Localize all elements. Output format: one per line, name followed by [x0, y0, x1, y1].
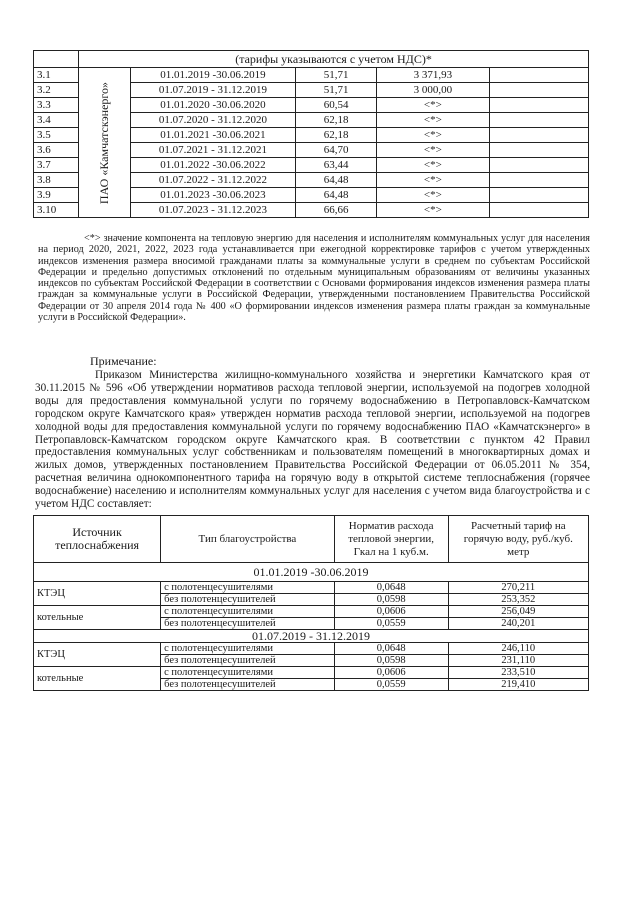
value-2: <*> [377, 203, 490, 218]
tariff-value: 256,049 [448, 606, 588, 618]
period-label: 01.01.2019 -30.06.2019 [34, 563, 589, 582]
period: 01.01.2021 -30.06.2021 [130, 128, 296, 143]
value-1: 62,18 [296, 113, 377, 128]
cell-empty [489, 173, 588, 188]
value-1: 51,71 [296, 83, 377, 98]
norm-value: 0,0648 [334, 643, 448, 655]
period: 01.07.2022 - 31.12.2022 [130, 173, 296, 188]
norm-value: 0,0648 [334, 582, 448, 594]
period: 01.01.2023 -30.06.2023 [130, 188, 296, 203]
footnote [38, 233, 590, 323]
period: 01.01.2020 -30.06.2020 [130, 98, 296, 113]
cell-empty [489, 203, 588, 218]
source-label: КТЭЦ [34, 643, 161, 667]
hot-water-tariff-table [33, 515, 589, 691]
value-1: 64,48 [296, 188, 377, 203]
row-number: 3.7 [34, 158, 79, 173]
tariff-value: 233,510 [448, 667, 588, 679]
header-norm: Норматив расхода тепловой энергии, Гкал на 1 куб.м. [334, 516, 448, 563]
tariff-value: 246,110 [448, 643, 588, 655]
type-label: с полотенцесушителями [161, 606, 335, 618]
header-type: Тип благоустройства [161, 516, 335, 563]
period-row [34, 563, 589, 582]
value-2: <*> [377, 98, 490, 113]
value-2: <*> [377, 113, 490, 128]
cell-empty [489, 128, 588, 143]
period: 01.01.2022 -30.06.2022 [130, 158, 296, 173]
type-label: без полотенцесушителей [161, 655, 335, 667]
source-label: КТЭЦ [34, 582, 161, 606]
type-label: с полотенцесушителями [161, 667, 335, 679]
value-2: <*> [377, 158, 490, 173]
row-number: 3.4 [34, 113, 79, 128]
tariff-value: 231,110 [448, 655, 588, 667]
row-number: 3.8 [34, 173, 79, 188]
row-number: 3.3 [34, 98, 79, 113]
norm-value: 0,0606 [334, 606, 448, 618]
value-1: 64,48 [296, 173, 377, 188]
cell-empty [489, 188, 588, 203]
norm-value: 0,0598 [334, 594, 448, 606]
cell-empty [489, 113, 588, 128]
value-1: 62,18 [296, 128, 377, 143]
table-header-note: (тарифы указываются с учетом НДС)* [79, 51, 589, 68]
row-number: 3.10 [34, 203, 79, 218]
table-row [34, 582, 589, 594]
tariff-value: 270,211 [448, 582, 588, 594]
norm-value: 0,0606 [334, 667, 448, 679]
organization-name: ПАО «Камчатскэнерго» [97, 81, 112, 204]
value-2: <*> [377, 188, 490, 203]
cell-empty [489, 158, 588, 173]
value-1: 60,54 [296, 98, 377, 113]
period: 01.01.2019 -30.06.2019 [130, 68, 296, 83]
norm-value: 0,0598 [334, 655, 448, 667]
cell-empty [489, 98, 588, 113]
row-number: 3.5 [34, 128, 79, 143]
table-row [34, 68, 589, 83]
tariff-value: 253,352 [448, 594, 588, 606]
organization-cell [79, 68, 131, 218]
cell-empty [34, 51, 79, 68]
header-source: Источник теплоснабжения [34, 516, 161, 563]
norm-value: 0,0559 [334, 679, 448, 691]
header-tariff: Расчетный тариф на горячую воду, руб./куб. метр [448, 516, 588, 563]
value-2: <*> [377, 143, 490, 158]
period: 01.07.2023 - 31.12.2023 [130, 203, 296, 218]
value-2: 3 000,00 [377, 83, 490, 98]
value-1: 63,44 [296, 158, 377, 173]
cell-empty [489, 68, 588, 83]
type-label: без полотенцесушителей [161, 594, 335, 606]
type-label: с полотенцесушителями [161, 643, 335, 655]
value-1: 51,71 [296, 68, 377, 83]
period: 01.07.2019 - 31.12.2019 [130, 83, 296, 98]
table-row [34, 643, 589, 655]
norm-value: 0,0559 [334, 618, 448, 630]
row-number: 3.6 [34, 143, 79, 158]
period-row [34, 630, 589, 643]
tariff-value: 219,410 [448, 679, 588, 691]
value-2: <*> [377, 128, 490, 143]
type-label: без полотенцесушителей [161, 679, 335, 691]
row-number: 3.9 [34, 188, 79, 203]
row-number: 3.1 [34, 68, 79, 83]
note-paragraph: Приказом Министерства жилищно-коммунального хозяйства и энергетики Камчатского края от 30.11.2015 № 596 «Об утверждении нормативов расхода тепловой энергии, используемой на подогрев холодной воды для предоставления коммунальной услуги по горячему водоснабжению в Петропавловск-Камчатском городском округе Камчатского края» утвержден норматив расхода тепловой энергии, используемой на подогрев холодной воды для предоставления коммунальной услуги по горячему водоснабжению ПАО «Камчатскэнерго» в Петропавловск-Камчатском городском округе Камчатского края. В соответствии с пунктом 42 Правил предоставления коммунальных услуг собственникам и пользователям помещений в многоквартирных домах и жилых домов, утвержденных постановлением Правительства Российской Федерации от 06.05.2011 № 354, расчетная величина однокомпонентного тарифа на горячую воду в открытой системе теплоснабжения (горячее водоснабжение) населению и исполнителям коммунальных услуг для населения с учетом вида благоустройства и с учетом НДС составляет: [35, 369, 590, 511]
source-label: котельные [34, 606, 161, 630]
period: 01.07.2020 - 31.12.2020 [130, 113, 296, 128]
type-label: без полотенцесушителей [161, 618, 335, 630]
period-label: 01.07.2019 - 31.12.2019 [34, 630, 589, 643]
table-row [34, 667, 589, 679]
table-row [34, 606, 589, 618]
tariff-value: 240,201 [448, 618, 588, 630]
cell-empty [489, 143, 588, 158]
value-2: 3 371,93 [377, 68, 490, 83]
value-2: <*> [377, 173, 490, 188]
period: 01.07.2021 - 31.12.2021 [130, 143, 296, 158]
footnote-text: <*> значение компонента на тепловую энергию для населения и исполнителям коммунальных услуг для населения на период 2020, 2021, 2022, 2023 года устанавливается при ежегодной корректировке тарифов с учетом утвержденных индексов изменения размера вносимой гражданами платы за коммунальные услуги в среднем по субъектам Российской Федерации и предельно допустимых отклонений по отдельным муниципальным образованиям от величины указанных индексов по субъектам Российской Федерации в соответствии с Основами формирования индексов изменения размера платы граждан за коммунальные услуги в Российской Федерации, утвержденными постановлением Правительства Российской Федерации от 30 апреля 2014 года № 400 «О формировании индексов изменения размера платы граждан за коммунальные услуги в Российской Федерации». [38, 233, 590, 324]
row-number: 3.2 [34, 83, 79, 98]
value-1: 64,70 [296, 143, 377, 158]
cell-empty [489, 83, 588, 98]
value-1: 66,66 [296, 203, 377, 218]
tariff-table [33, 50, 589, 218]
table-header-row [34, 516, 589, 563]
note-title: Примечание: [90, 354, 157, 368]
source-label: котельные [34, 667, 161, 691]
type-label: с полотенцесушителями [161, 582, 335, 594]
